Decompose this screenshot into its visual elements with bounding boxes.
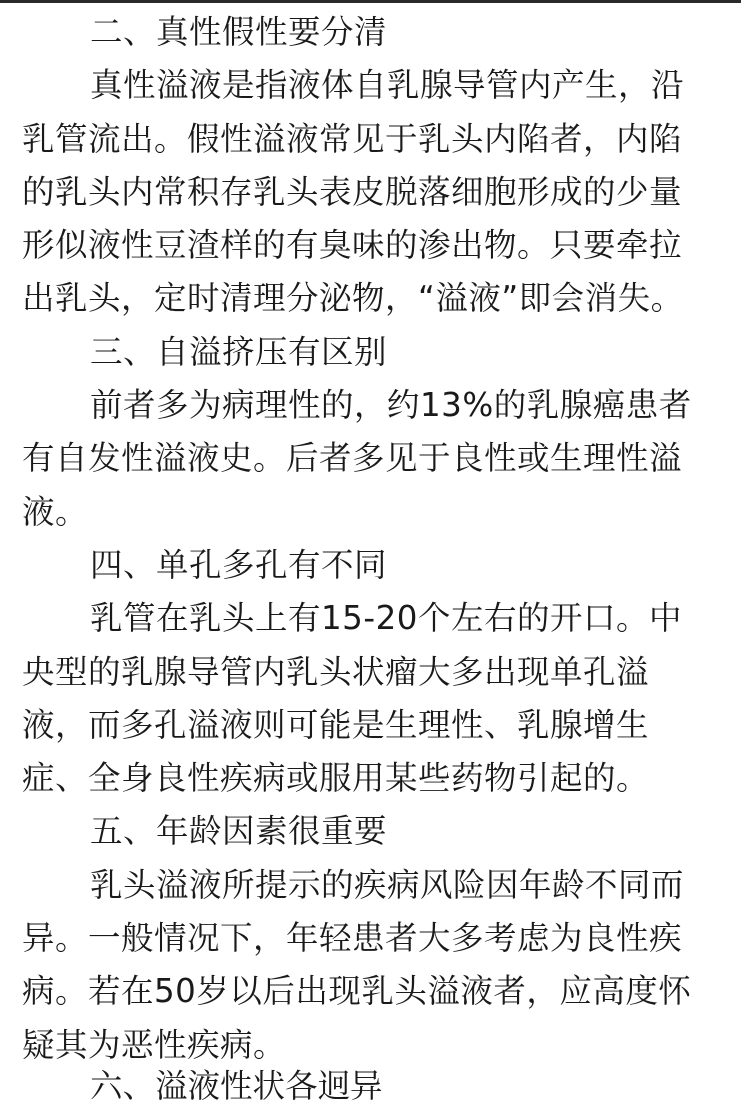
cutoff-heading-text: 六、溢液性状各迥异 bbox=[90, 1067, 383, 1105]
paragraph-line: 有自发性溢液史。后者多见于良性或生理性溢 bbox=[22, 439, 683, 478]
paragraph-line: 病。若在50岁以后出现乳头溢液者，应高度怀 bbox=[22, 972, 692, 1011]
section-heading-4: 四、单孔多孔有不同 bbox=[90, 545, 388, 584]
top-divider bbox=[0, 0, 741, 3]
paragraph-line: 液。 bbox=[22, 492, 89, 531]
cutoff-heading-6 bbox=[90, 1067, 490, 1105]
paragraph-line: 前者多为病理性的，约13%的乳腺癌患者 bbox=[90, 386, 692, 425]
paragraph-line: 乳管在乳头上有15-20个左右的开口。中 bbox=[90, 599, 682, 638]
section-heading-5: 五、年龄因素很重要 bbox=[90, 812, 388, 851]
section-heading-3: 三、自溢挤压有区别 bbox=[90, 332, 388, 371]
paragraph-line: 症、全身良性疾病或服用某些药物引起的。 bbox=[22, 759, 650, 798]
paragraph-line: 真性溢液是指液体自乳腺导管内产生，沿 bbox=[90, 66, 685, 105]
paragraph-line: 形似液性豆渣样的有臭味的渗出物。只要牵拉 bbox=[22, 226, 683, 265]
article-body bbox=[22, 6, 712, 1072]
paragraph-line: 出乳头，定时清理分泌物，“溢液”即会消失。 bbox=[22, 279, 684, 318]
paragraph-line: 乳头溢液所提示的疾病风险因年龄不同而 bbox=[90, 865, 685, 904]
paragraph-line: 央型的乳腺导管内乳头状瘤大多出现单孔溢 bbox=[22, 652, 650, 691]
paragraph-line: 液，而多孔溢液则可能是生理性、乳腺增生 bbox=[22, 705, 650, 744]
section-heading-2: 二、真性假性要分清 bbox=[90, 13, 388, 51]
paragraph-line: 疑其为恶性疾病。 bbox=[22, 1025, 287, 1064]
paragraph-line: 乳管流出。假性溢液常见于乳头内陷者，内陷 bbox=[22, 119, 683, 158]
paragraph-line: 的乳头内常积存乳头表皮脱落细胞形成的少量 bbox=[22, 172, 683, 211]
paragraph-line: 异。一般情况下，年轻患者大多考虑为良性疾 bbox=[22, 919, 683, 958]
